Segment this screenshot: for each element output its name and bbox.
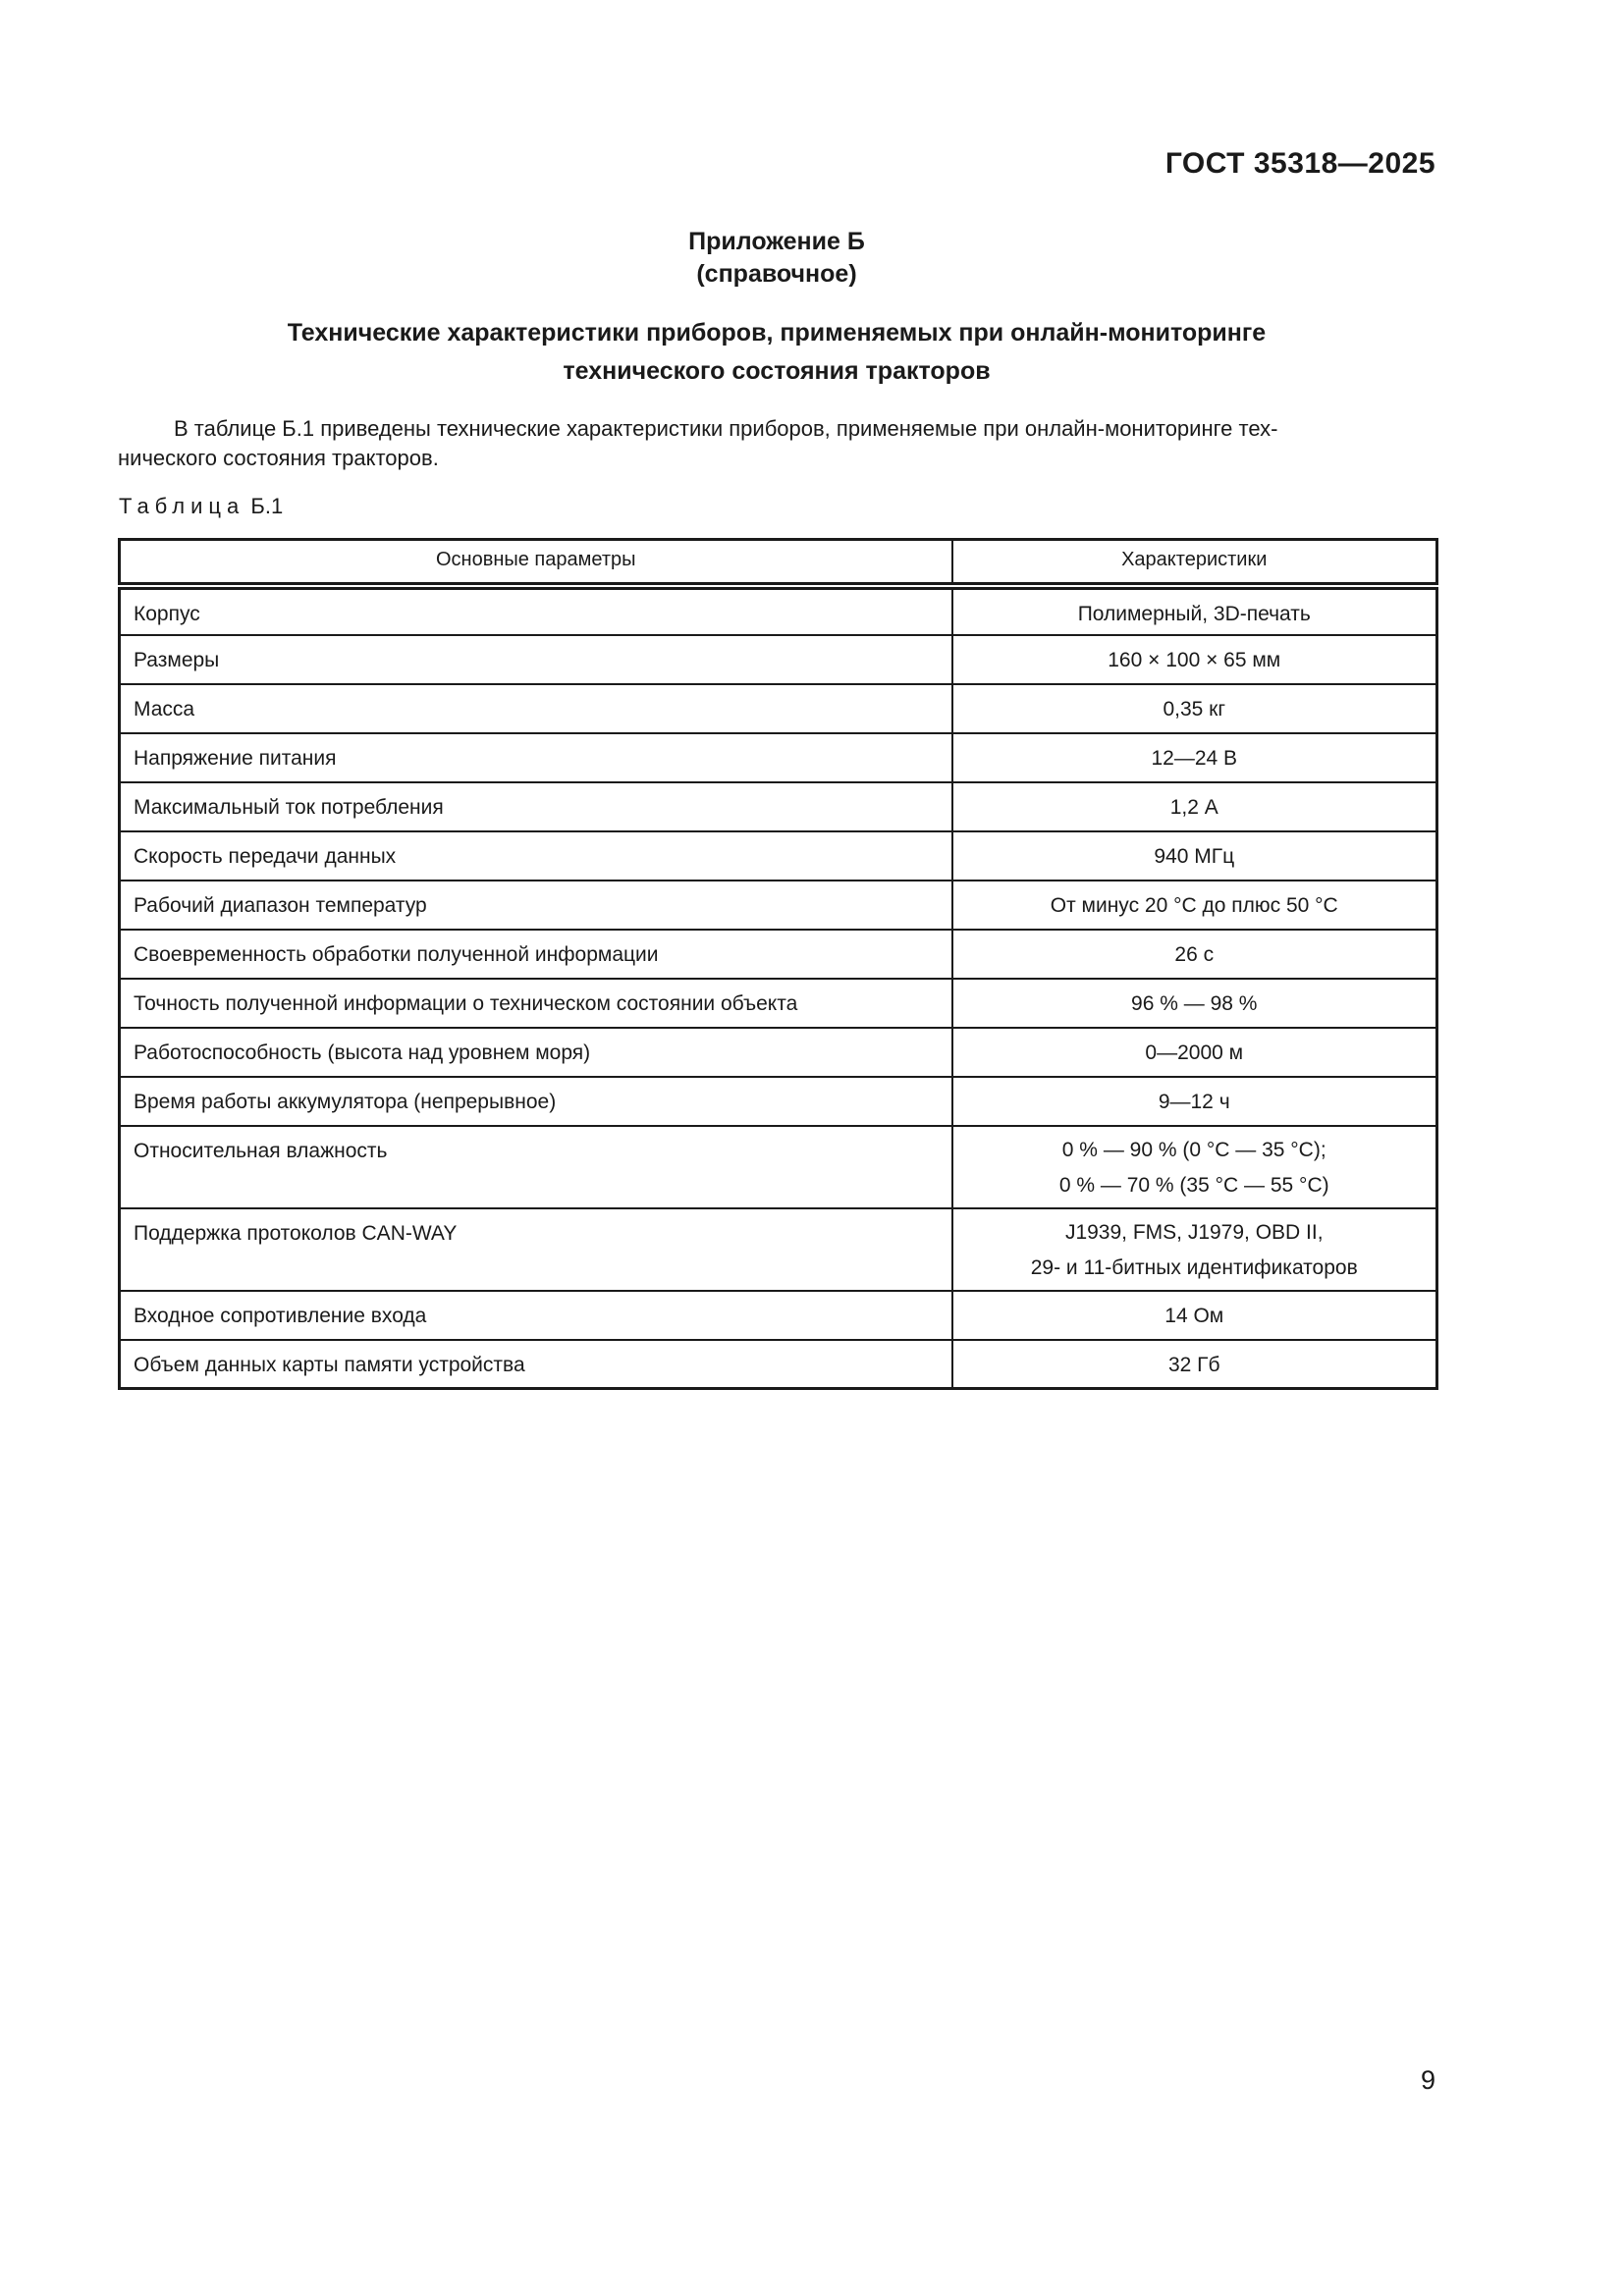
table-row xyxy=(120,881,1437,930)
table-row xyxy=(120,831,1437,881)
intro-paragraph xyxy=(118,414,1435,473)
value-cell xyxy=(952,979,1437,1028)
table-row xyxy=(120,1126,1437,1208)
appendix-label: Приложение Б xyxy=(688,228,865,255)
table-caption-number: Б.1 xyxy=(250,494,284,518)
value-line: 14 Ом xyxy=(1164,1304,1224,1327)
col-header-parameters: Основные параметры xyxy=(120,540,952,586)
table-row xyxy=(120,1208,1437,1291)
table-row xyxy=(120,733,1437,782)
value-line: 32 Гб xyxy=(1167,1353,1220,1376)
value-line: 0—2000 м xyxy=(1145,1041,1244,1064)
value-line: 12—24 В xyxy=(1151,746,1238,770)
table-caption xyxy=(119,494,283,519)
intro-line1: В таблице Б.1 приведены технические характеристики приборов, применяемые при онлайн-мониторинге тех- xyxy=(174,416,1278,441)
param-cell: Скорость передачи данных xyxy=(120,831,952,881)
value-cell xyxy=(952,881,1437,930)
value-line: От минус 20 °С до плюс 50 °С xyxy=(1050,893,1338,917)
value-line: 26 с xyxy=(1174,942,1215,966)
value-cell xyxy=(952,1077,1437,1126)
param-cell: Рабочий диапазон температур xyxy=(120,881,952,930)
value-line: 0 % — 90 % (0 °С — 35 °С); xyxy=(1061,1138,1326,1161)
value-cell xyxy=(952,1208,1437,1291)
table-row xyxy=(120,1291,1437,1340)
param-cell: Корпус xyxy=(120,586,952,635)
param-cell: Входное сопротивление входа xyxy=(120,1291,952,1340)
value-cell xyxy=(952,930,1437,979)
param-cell: Размеры xyxy=(120,635,952,684)
appendix-note: (справочное) xyxy=(696,260,857,288)
appendix-title xyxy=(118,314,1435,391)
table-row xyxy=(120,930,1437,979)
value-line-2: 29- и 11-битных идентификаторов xyxy=(1030,1255,1358,1279)
param-cell: Точность полученной информации о техническом состоянии объекта xyxy=(120,979,952,1028)
value-line: 160 × 100 × 65 мм xyxy=(1108,648,1281,671)
param-cell: Масса xyxy=(120,684,952,733)
value-line: J1939, FMS, J1979, OBD II, xyxy=(1064,1220,1324,1244)
table-row xyxy=(120,1077,1437,1126)
table-row xyxy=(120,635,1437,684)
intro-line2: нического состояния тракторов. xyxy=(118,446,439,470)
table-row xyxy=(120,782,1437,831)
param-cell: Относительная влажность xyxy=(120,1126,952,1208)
table-row xyxy=(120,586,1437,635)
appendix-title-line1: Технические характеристики приборов, применяемых при онлайн-мониторинге xyxy=(287,319,1267,347)
value-cell xyxy=(952,1291,1437,1340)
param-cell: Время работы аккумулятора (непрерывное) xyxy=(120,1077,952,1126)
running-header-doc-code: ГОСТ 35318—2025 xyxy=(1164,147,1435,180)
param-cell: Максимальный ток потребления xyxy=(120,782,952,831)
value-cell xyxy=(952,782,1437,831)
appendix-title-line2: технического состояния тракторов xyxy=(563,357,991,385)
table-row xyxy=(120,979,1437,1028)
value-line: 0,35 кг xyxy=(1163,697,1226,721)
param-cell: Напряжение питания xyxy=(120,733,952,782)
value-line: 1,2 А xyxy=(1169,795,1218,819)
value-cell xyxy=(952,1340,1437,1389)
value-line: 9—12 ч xyxy=(1158,1090,1230,1113)
param-cell: Работоспособность (высота над уровнем моря) xyxy=(120,1028,952,1077)
value-cell xyxy=(952,831,1437,881)
characteristics-table xyxy=(118,538,1438,1390)
col-header-characteristics: Характеристики xyxy=(952,540,1437,586)
table-row xyxy=(120,684,1437,733)
value-cell xyxy=(952,586,1437,635)
value-cell xyxy=(952,684,1437,733)
value-cell xyxy=(952,635,1437,684)
value-cell xyxy=(952,733,1437,782)
table-caption-word: Таблица xyxy=(119,494,245,518)
page-number: 9 xyxy=(1420,2065,1435,2095)
param-cell: Своевременность обработки полученной информации xyxy=(120,930,952,979)
value-line-2: 0 % — 70 % (35 °С — 55 °С) xyxy=(1058,1173,1329,1197)
table-row xyxy=(120,1340,1437,1389)
table-header-row xyxy=(120,540,1437,586)
param-cell: Объем данных карты памяти устройства xyxy=(120,1340,952,1389)
value-line: 96 % — 98 % xyxy=(1131,991,1258,1015)
value-cell xyxy=(952,1028,1437,1077)
value-line: 940 МГц xyxy=(1154,844,1235,868)
value-cell xyxy=(952,1126,1437,1208)
value-line: Полимерный, 3D-печать xyxy=(1077,602,1311,625)
table-row xyxy=(120,1028,1437,1077)
param-cell: Поддержка протоколов CAN-WAY xyxy=(120,1208,952,1291)
appendix-heading xyxy=(118,226,1435,291)
